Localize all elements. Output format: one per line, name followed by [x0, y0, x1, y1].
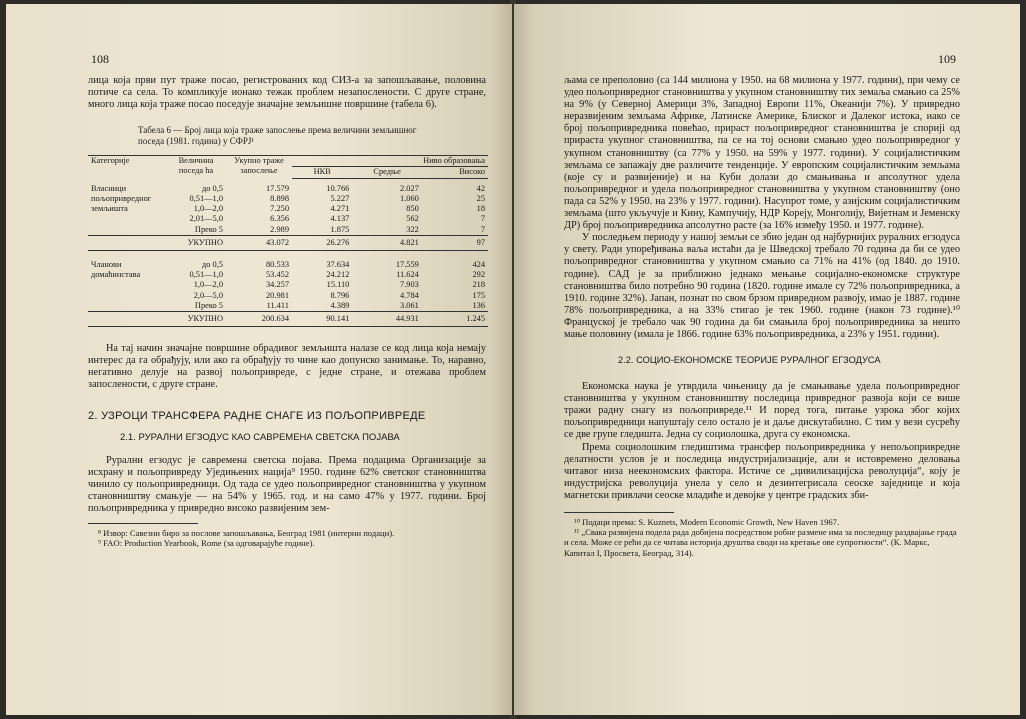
table-cell: 2,01—5,0	[189, 214, 223, 224]
footnote-11: ¹¹ „Свака развијена подела рада добијена посредством робне размене има за последицу раздвајање града и села. Може се рећи да се читава историја друштва своди на кретање ове супротности“. (К. Маркс, Капитал I, Просвета, Београд, 314).	[564, 527, 957, 558]
col-header-nkv: НКВ	[292, 167, 352, 178]
table-total-row	[88, 235, 488, 250]
footnote-rule-right	[564, 512, 674, 513]
left-page-number: 108	[91, 52, 109, 66]
section-heading-2-2: 2.2. СОЦИО-ЕКОНОМСКЕ ТЕОРИЈЕ РУРАЛНОГ ЕГЗОДУСА	[618, 355, 881, 366]
group-label: Чланови домаћинстава	[91, 259, 141, 280]
table-cell: до 0,5	[201, 183, 223, 193]
table-cell: 53.452	[265, 270, 289, 280]
table-cell: 18	[476, 204, 485, 214]
table-cell: 7.903	[400, 280, 419, 290]
table-cell: 34.257	[265, 280, 289, 290]
col-header-high: Високо	[422, 167, 488, 178]
col-header-middle: Средње	[352, 167, 421, 178]
table-caption: Табела 6 — Број лица која траже запослење према величини земљишног поседа (1981. година) у СФРЈ¹	[138, 125, 417, 147]
right-paragraph-3: Економска наука је утврдила чињеницу да је смањивање удела пољопривредног становништва у укупном становништву последица привредног развоја који се више тражи радну снагу из пољопривреде.¹¹ И поред тога, питање узрока због којих пољопривредници напуштају село остало је и даље дискутабилно. С тим у вези сусрећу се две групе гледишта. Једна су социолошка, друга су економска.	[564, 381, 960, 441]
table-cell: 2.989	[270, 224, 289, 234]
section-heading-2-1: 2.1. РУРАЛНИ ЕГЗОДУС КАО САВРЕМЕНА СВЕТСКА ПОЈАВА	[120, 431, 400, 443]
table-cell: 322	[406, 224, 419, 234]
table-row	[88, 260, 488, 270]
right-page	[514, 4, 1020, 715]
table-row	[88, 184, 488, 194]
table-cell: 80.533	[265, 259, 289, 269]
table-cell: 1,0—2,0	[193, 204, 223, 214]
table-cell: Преко 5	[194, 300, 223, 310]
table-cell: 218	[472, 280, 485, 290]
table-cell: 6.356	[270, 214, 289, 224]
total-cell: 200.634	[226, 311, 292, 326]
table-cell: 4.389	[330, 300, 350, 310]
table-cell: 17.579	[265, 183, 289, 193]
table-cell: 0,51—1,0	[189, 270, 223, 280]
table-cell: 4.271	[330, 204, 350, 214]
total-cell: 43.072	[226, 235, 292, 250]
right-paragraph-1: љама се преполовио (са 144 милиона у 1950. на 68 милиона у 1977. години), при чему се удео пољопривредног становништва у укупном становништву тих земаља смањио са 25% на 9% (у Северној Америци 3%, Западној Европи 11%, Океанији 7%). У привредно неразвијеним земљама Африке, Латинске Америке, Блиског и Далеког истока, иако се број пољопривредника повећао, прираст пољопривредног становништва је споријi од прираста укупног становништва, па се на тој основи смањио удео пољопривредног у укупном становништву (са 77% у 1950. на 59% у 1977. години). У социјалистичким земљама се запажају две различите тенденције. У европским социјалистичким земљама (које су и развијеније) и на Куби долази до смањивања и апсолутног удела пољопривредног и удела пољопривредног становништва у укупном становништву (оно пада са 52% у 1950. на 23% у 1977. години). Насупрот томе, у азијским социјалистичким земљама (што укључује и Кину, Кампучију, НДР Кореју, Монголију, Вијетнам и Јеменску ДР) број пољопривредника апсолутно расте (за 16% између 1950. и 1977. године).	[564, 75, 960, 232]
left-paragraph-2: На тај начин значајне површине обрадивог земљишта налазе се код лица која немају интерес да га обрађују, или ако га обрађују то чине као допунско занимање. То, наравно, негативно делује на развој пољопривреде, с једне стране, и отежава проблем запослености, с друге стране.	[88, 343, 486, 391]
table-cell: 1.875	[330, 224, 350, 234]
right-page-number: 109	[938, 52, 956, 66]
total-cell: 4.821	[352, 235, 421, 250]
table-cell: 562	[406, 214, 419, 224]
table-cell: 10.766	[326, 183, 350, 193]
table-cell: 11.624	[396, 270, 419, 280]
table-total-row	[88, 311, 488, 326]
right-paragraph-2: У последњем периоду у нашој земљи се збио један од најбурнијих руралних егзодуса у свету. Ради упоређивања ваља истаћи да је Шведској требало 70 година да би се удео пољопривредног становништва у укупном смањио са 71% на 41% (од 1840. до 1910. године). САД је за приближно једнако мењање социјално-економске структуре становништва било потребно 90 година (1820. године имале су 72% пољопривредника, а 1910. године 32%). Јапан, познат по свом брзом привредном развоју, имао је 1887. године 78% пољопривредника, а на 33% стигао је тек 1960. године (након 73 године).¹⁰ Француској је требало чак 90 година да би смањила број пољопривредника за нешто мање половину (имала је 1866. године 63% пољопривредника, а 23% у 1951. години).	[564, 232, 960, 340]
table-cell-empty	[88, 235, 166, 250]
group-label: Власници пољопривредног земљишта	[91, 183, 152, 214]
table-cell: 3.061	[400, 300, 419, 310]
table-cell: 2.027	[400, 183, 419, 193]
table-cell: 8.898	[270, 193, 289, 203]
table-cell: 136	[472, 300, 485, 310]
table-cell: 850	[406, 204, 419, 214]
left-paragraph-1: лица која први пут траже посао, регистрованих код СИЗ-а за запошљавање, половина потиче са села. То компликује ионако тежак проблем незапослености. С друге стране, много лица која траже посао поседује значајне земљишне површине (табела 6).	[88, 75, 486, 111]
table-cell-empty	[88, 311, 166, 326]
left-paragraph-3: Рурални егзодус је савремена светска појава. Према подацима Организације за исхрану и пољопривреду Уједињених нација⁹ 1950. године 62% светског становништва чинило су пољопривредници. Од тада се удео пољопривредног становништва у укупном становништву смањује — на 54% у 1965. год. и на само 47% у 1977. години. Број пољопривредника у привредно високо развијеним зем-	[88, 454, 486, 514]
table-cell: 15.110	[326, 280, 350, 290]
total-cell: 44.931	[352, 311, 421, 326]
table-cell: 7.250	[270, 204, 289, 214]
footnote-10: ¹⁰ Подаци према: S. Kuznets, Modern Economic Growth, New Haven 1967.	[574, 517, 840, 527]
table-cell: 37.634	[326, 259, 350, 269]
table-cell: 7	[480, 214, 485, 224]
left-page	[6, 4, 512, 715]
footnote-rule	[88, 523, 198, 524]
table-cell: 20.981	[265, 290, 289, 300]
table-cell: 0,51—1,0	[189, 193, 223, 203]
data-table	[88, 155, 488, 331]
table-cell: 8.796	[330, 290, 350, 300]
table-cell: до 0,5	[201, 259, 223, 269]
total-cell: 26.276	[292, 235, 352, 250]
table-cell: 175	[472, 290, 485, 300]
table-cell: 42	[476, 183, 485, 193]
col-header-categories: Категорије	[88, 156, 166, 178]
total-label: УКУПНО	[166, 311, 226, 326]
col-header-size: Величина поседа ha	[166, 156, 226, 178]
table-cell: 11.411	[266, 300, 289, 310]
total-cell: 97	[422, 235, 488, 250]
table-cell: 5.227	[330, 193, 350, 203]
table-cell: 4.137	[330, 214, 350, 224]
table-cell: 25	[476, 193, 485, 203]
table-cell: Преко 5	[194, 224, 223, 234]
total-cell: 90.141	[292, 311, 352, 326]
table-cell: 4.784	[400, 290, 419, 300]
table-cell: 1,0—2,0	[193, 280, 223, 290]
table-cell: 424	[472, 259, 485, 269]
total-label: УКУПНО	[166, 235, 226, 250]
table-cell: 17.559	[395, 259, 419, 269]
table-cell: 7	[480, 224, 485, 234]
section-heading-2: 2. УЗРОЦИ ТРАНСФЕРА РАДНЕ СНАГЕ ИЗ ПОЉОПРИВРЕДЕ	[88, 409, 426, 422]
table-cell: 24.212	[326, 270, 350, 280]
table-cell: 1.060	[400, 193, 419, 203]
col-header-education: Ниво образовања	[292, 156, 488, 167]
footnote-8: ⁸ Извор: Савезни биро за послове запошљавања, Београд 1981 (интерни подаци).	[98, 527, 395, 538]
table-cell: 2,0—5,0	[193, 290, 223, 300]
footnote-9: ⁹ FAO: Production Yearbook, Rome (за одговарајуће године).	[98, 538, 315, 549]
total-cell: 1.245	[422, 311, 488, 326]
right-paragraph-4: Према социолошким гледиштима трансфер пољопривредника у непољопривредне делатности услов је и последица индустријализације, али и истовремено деловања читавог низа неекономских фактора. Истиче се „цивилизацијска револуција“, коју је индустријска револуција унела у село и дезинтегрисала сеоске заједнице и која магнетски привлачи сеоске младиће и девојке у центре градских зби-	[564, 441, 960, 501]
table-cell: 292	[472, 270, 485, 280]
col-header-total: Укупно траже запослење	[226, 156, 292, 178]
